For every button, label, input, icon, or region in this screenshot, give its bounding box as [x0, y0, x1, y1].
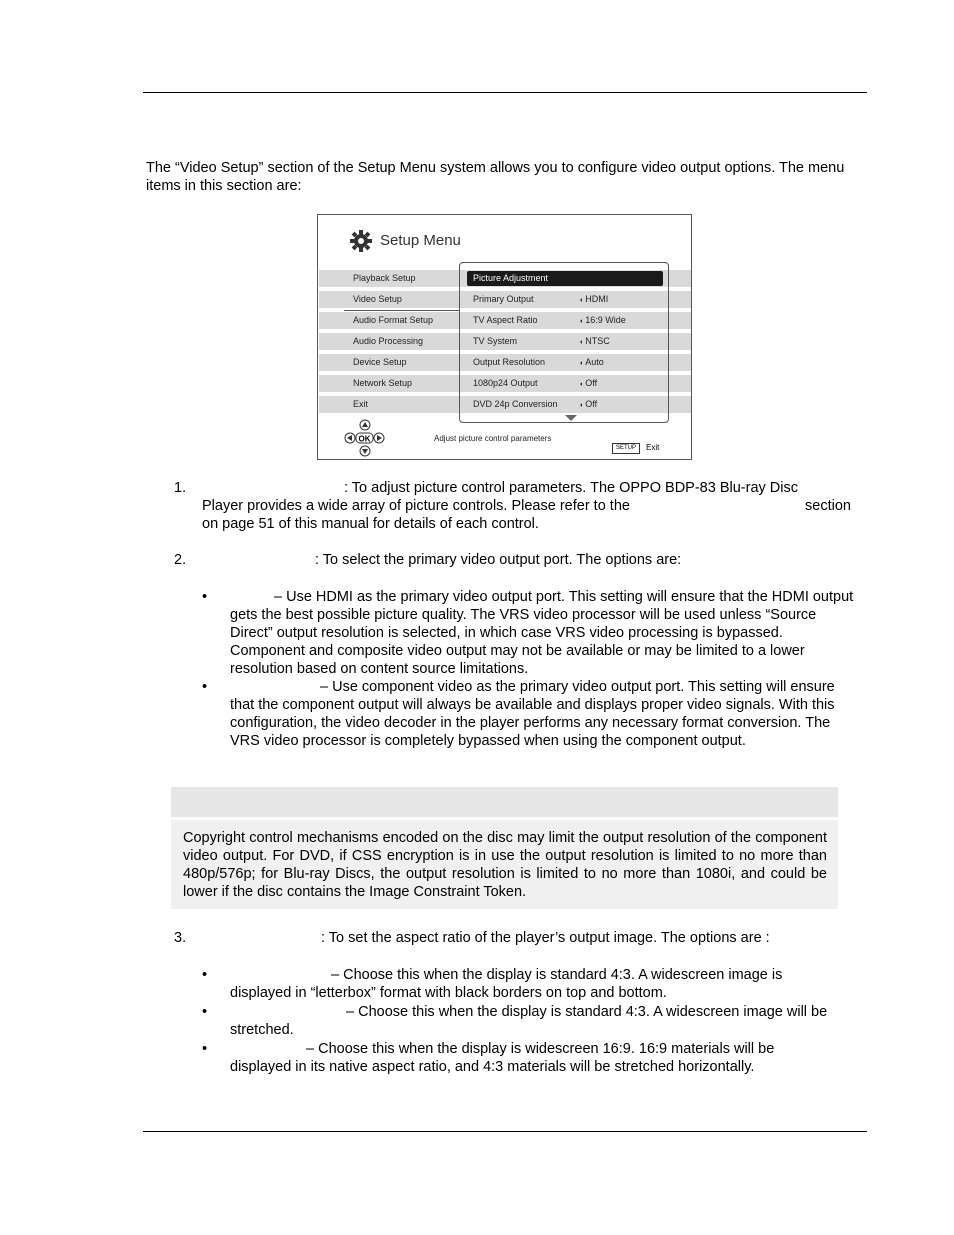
submenu-value-1080p24-output: ◖ Off: [579, 375, 597, 393]
bullet-stretched-text: – Choose this when the display is standard 4:3. A widescreen image will be stretched.: [230, 1004, 828, 1038]
submenu-item-dvd-24p-conversion[interactable]: DVD 24p Conversion: [473, 399, 558, 409]
setup-menu-figure: [317, 214, 692, 460]
submenu-value-tv-system: ◖ NTSC: [579, 333, 610, 351]
submenu-value-primary-output: ◖ HDMI: [579, 291, 608, 309]
submenu-item-tv-system[interactable]: TV System: [473, 336, 518, 346]
submenu-value-output-resolution: ◖ Auto: [579, 354, 604, 372]
setup-key: SETUP: [612, 443, 640, 454]
menu-item-device-setup[interactable]: Device Setup: [353, 357, 407, 367]
bullet: •: [202, 679, 208, 695]
submenu-item-tv-aspect-ratio[interactable]: TV Aspect Ratio: [473, 315, 538, 325]
menu-item-video-setup[interactable]: Video Setup: [353, 294, 402, 304]
item3-text: : To set the aspect ratio of the player’s output image. The options are :: [321, 930, 770, 946]
header-rule: [143, 92, 867, 93]
menu-item-network-setup[interactable]: Network Setup: [353, 378, 413, 388]
gear-icon: [349, 229, 373, 253]
scroll-down-arrow-icon: [565, 415, 577, 421]
submenu-item-output-resolution[interactable]: Output Resolution: [473, 357, 546, 367]
menu-item-audio-format-setup[interactable]: Audio Format Setup: [353, 315, 434, 325]
item1-line1: : To adjust picture control parameters. The OPPO BDP-83 Blu-ray Disc: [344, 480, 798, 496]
submenu-value-tv-aspect-ratio: ◖ 16:9 Wide: [579, 312, 626, 330]
exit-label: Exit: [646, 443, 660, 452]
navigation-pad-icon: [343, 419, 388, 457]
bullet: •: [202, 1041, 208, 1057]
list-number: 1.: [174, 480, 187, 496]
item2-text: : To select the primary video output port. The options are:: [315, 552, 682, 568]
menu-item-audio-processing[interactable]: Audio Processing: [353, 336, 424, 346]
list-number: 2.: [174, 552, 187, 568]
note-text: Copyright control mechanisms encoded on the disc may limit the output resolution of the component video output. For DVD, if CSS encryption is in use the output resolution is limited to no more than 480p/576p; for Blu-ray Discs, the output resolution is limited to no more than 1080i, and could be lower if the disc contains the Image Constraint Token.: [183, 830, 827, 900]
menu-item-playback-setup[interactable]: Playback Setup: [353, 273, 416, 283]
submenu-item-picture-adjustment[interactable]: Picture Adjustment: [473, 273, 549, 283]
bullet: •: [202, 589, 208, 605]
active-underline: [344, 310, 459, 311]
bullet-hdmi-text: – Use HDMI as the primary video output port. This setting will ensure that the HDMI output gets the best possible picture quality. The VRS video processor will be used unless “Source Direct” output resolution is selected, in which case VRS video processing is bypassed. Component and composite video output may not be available or may be limited to a lower resolution based on content source limitations.: [230, 589, 854, 677]
bullet-letterbox-text: – Choose this when the display is standard 4:3. A widescreen image is displayed in “letterbox” format with black borders on top and bottom.: [230, 967, 783, 1001]
footer-rule: [143, 1131, 867, 1132]
menu-item-exit[interactable]: Exit: [353, 399, 369, 409]
item1-line3: on page 51 of this manual for details of each control.: [202, 516, 539, 532]
bullet: •: [202, 1004, 208, 1020]
ok-label: OK: [358, 434, 371, 444]
setup-menu-title: Setup Menu: [380, 232, 461, 249]
submenu-value-dvd-24p-conversion: ◖ Off: [579, 396, 597, 414]
bullet: •: [202, 967, 208, 983]
hint-text: Adjust picture control parameters: [434, 434, 552, 443]
submenu-item-1080p24-output[interactable]: 1080p24 Output: [473, 378, 538, 388]
bullet-widescreen-text: – Choose this when the display is widescreen 16:9. 16:9 materials will be displayed in its native aspect ratio, and 4:3 materials will be stretched horizontally.: [230, 1041, 775, 1075]
list-number: 3.: [174, 930, 187, 946]
intro-paragraph: The “Video Setup” section of the Setup Menu system allows you to configure video output options. The menu items in this section are:: [146, 160, 845, 194]
submenu-item-primary-output[interactable]: Primary Output: [473, 294, 534, 304]
note-header: [171, 787, 838, 817]
item1-line2b: section: [805, 498, 851, 514]
bullet-component-text: – Use component video as the primary video output port. This setting will ensure that the component output will always be available and displays proper video signals. With this configuration, the video decoder in the player performs any necessary format conversion. The VRS video processor is completely bypassed when using the component output.: [230, 679, 835, 749]
item1-line2a: Player provides a wide array of picture controls. Please refer to the: [202, 498, 630, 514]
